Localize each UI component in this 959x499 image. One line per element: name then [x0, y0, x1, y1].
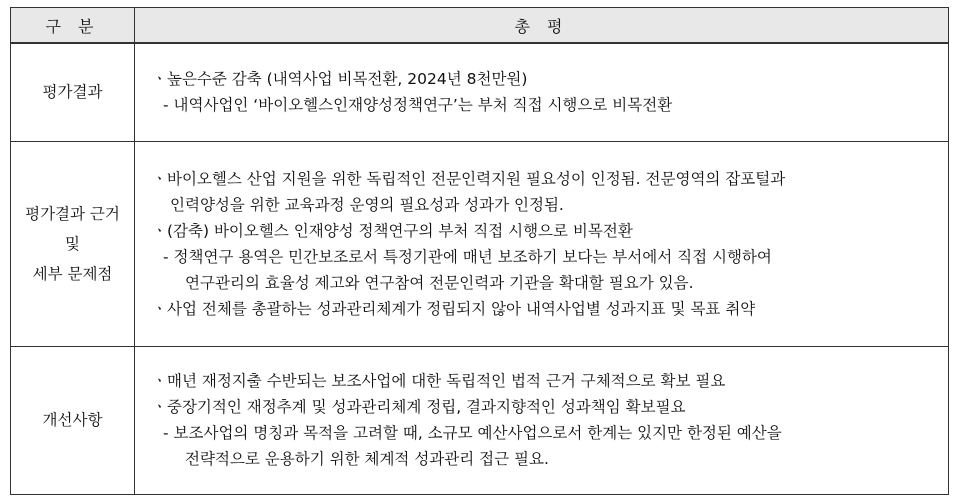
table-header-row [11, 8, 949, 44]
bullet-line: ㆍ(감축) 바이오헬스 인재양성 정책연구의 부처 직접 시행으로 비목전환 [152, 221, 633, 240]
bullet-line: ㆍ중장기적인 재정추계 및 성과관리체계 정립, 결과지향적인 성과책임 확보필요 [152, 398, 686, 417]
continuation-line: 전략적으로 운용하기 위한 체계적 성과관리 접근 필요. [185, 450, 549, 469]
table-row-improvement [11, 346, 949, 495]
row-content [135, 141, 949, 346]
header-category: 구 분 [11, 8, 135, 44]
sub-line: - 정책연구 용역은 민간보조로서 특정기관에 매년 보조하기 보다는 부서에서 직접 시행하여 [163, 247, 772, 266]
row-content [135, 346, 949, 495]
continuation-line: 인력양성을 위한 교육과정 운영의 필요성과 성과가 인정됨. [170, 195, 564, 214]
bullet-line: ㆍ사업 전체를 총괄하는 성과관리체계가 정립되지 않아 내역사업별 성과지표 및 목표 취약 [152, 299, 756, 318]
bullet-line: ㆍ매년 재정지출 수반되는 보조사업에 대한 독립적인 법적 근거 구체적으로 확보 필요 [152, 372, 726, 391]
bullet-line: ㆍ높은수준 감축 (내역사업 비목전환, 2024년 8천만원) [152, 70, 528, 89]
evaluation-table [10, 7, 949, 495]
row-label: 평가결과 근거 및 세부 문제점 [11, 141, 135, 346]
row-label: 개선사항 [11, 346, 135, 495]
sub-line: - 보조사업의 명칭과 목적을 고려할 때, 소규모 예산사업으로서 한계는 있지만 한정된 예산을 [163, 424, 782, 443]
sub-line: - 내역사업인 ‘바이오헬스인재양성정책연구’는 부처 직접 시행으로 비목전환 [163, 96, 673, 115]
header-summary: 총 평 [135, 8, 949, 44]
row-content [135, 43, 949, 141]
continuation-line: 연구관리의 효율성 제고와 연구참여 전문인력과 기관을 확대할 필요가 있음. [185, 273, 694, 292]
table-row-basis [11, 141, 949, 346]
row-label: 평가결과 [11, 43, 135, 141]
table-row-result [11, 43, 949, 141]
bullet-line: ㆍ바이오헬스 산업 지원을 위한 독립적인 전문인력지원 필요성이 인정됨. 전문영역의 잡포털과 [152, 169, 786, 188]
